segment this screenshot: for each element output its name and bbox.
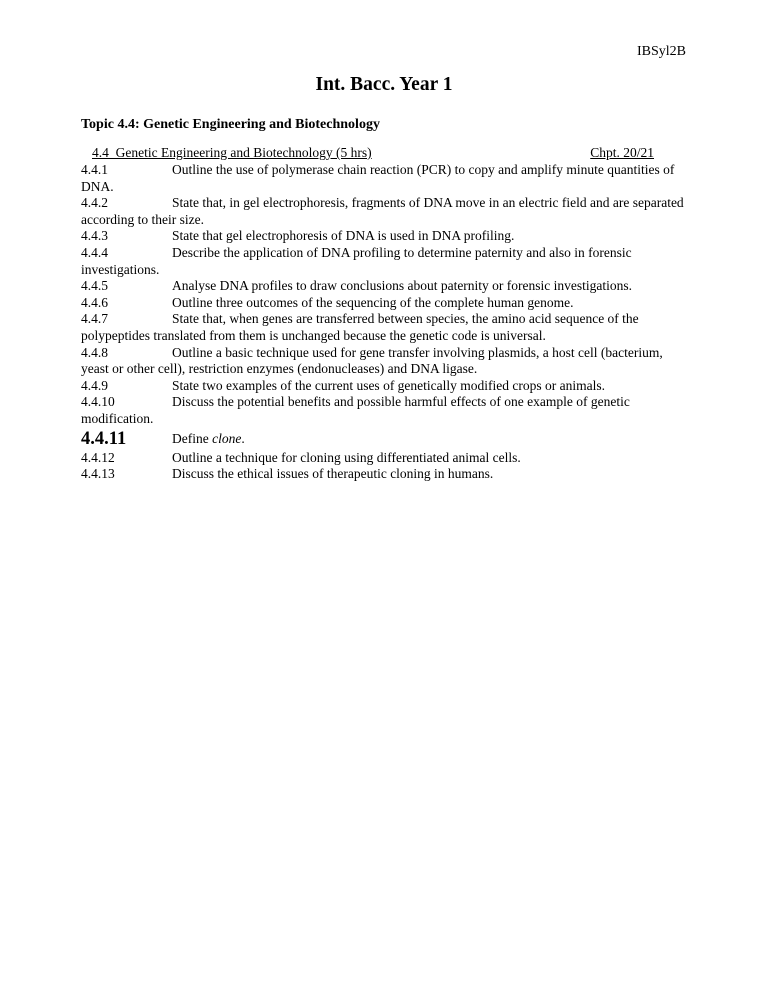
- objective-number: 4.4.2: [81, 195, 108, 211]
- objective-number: 4.4.4: [81, 244, 108, 260]
- objective-number: 4.4.8: [81, 344, 108, 360]
- chapter-reference: Chpt. 20/21: [590, 145, 654, 160]
- objective-item: [81, 450, 688, 467]
- objective-text: Outline three outcomes of the sequencing of the complete human genome.: [172, 294, 574, 310]
- objective-number: 4.4.6: [81, 294, 108, 310]
- objective-number: 4.4.11: [81, 428, 127, 449]
- objective-item: [81, 162, 688, 195]
- objective-text: State that, when genes are transferred between species, the amino acid sequence of the polypeptides translated from them is unchanged because the genetic code is universal.: [81, 311, 639, 343]
- objective-text: Analyse DNA profiles to draw conclusions about paternity or forensic investigations.: [172, 278, 633, 294]
- objective-text: Outline a technique for cloning using differentiated animal cells.: [172, 449, 521, 465]
- objective-number: 4.4.7: [81, 311, 108, 327]
- objective-text-prefix: Define: [172, 430, 213, 446]
- objective-text: State two examples of the current uses of genetically modified crops or animals.: [172, 377, 605, 393]
- objective-text: [172, 431, 245, 446]
- objective-number: 4.4.13: [81, 466, 115, 482]
- objective-text-term: clone: [212, 430, 242, 446]
- section-line: [92, 146, 654, 160]
- section-label: 4.4 Genetic Engineering and Biotechnology (5 hrs): [92, 145, 372, 160]
- objective-number: 4.4.12: [81, 449, 115, 465]
- objective-item: [81, 295, 688, 312]
- page-title: Int. Bacc. Year 1: [315, 74, 453, 95]
- objective-text: Outline the use of polymerase chain reaction (PCR) to copy and amplify minute quantities of DNA.: [81, 162, 675, 194]
- objective-text: Outline a basic technique used for gene transfer involving plasmids, a host cell (bacterium, yeast or other cell), restriction enzymes (endonucleases) and DNA ligase.: [81, 344, 663, 377]
- objective-list: [81, 162, 688, 483]
- objective-text: Discuss the ethical issues of therapeutic cloning in humans.: [172, 466, 494, 482]
- objective-item: [81, 378, 688, 395]
- objective-item: [81, 311, 688, 344]
- objective-item: [81, 394, 688, 427]
- objective-text: Describe the application of DNA profiling to determine paternity and also in forensic investigations.: [81, 244, 632, 277]
- objective-item: [81, 228, 688, 245]
- objective-item: [81, 278, 688, 295]
- objective-item: [81, 345, 688, 378]
- objective-item: [81, 245, 688, 278]
- topic-heading: Topic 4.4: Genetic Engineering and Biotechnology: [81, 117, 380, 132]
- document-code: IBSyl2B: [636, 44, 686, 59]
- objective-text-suffix: .: [241, 430, 245, 446]
- objective-item: [81, 195, 688, 228]
- objective-item: [81, 466, 688, 483]
- objective-text: State that gel electrophoresis of DNA is used in DNA profiling.: [172, 228, 515, 244]
- objective-number: 4.4.3: [81, 228, 108, 244]
- objective-text: Discuss the potential benefits and possible harmful effects of one example of genetic modification.: [81, 394, 630, 426]
- objective-number: 4.4.9: [81, 377, 108, 393]
- objective-number: 4.4.1: [81, 162, 108, 177]
- objective-number: 4.4.10: [81, 394, 115, 410]
- objective-text: State that, in gel electrophoresis, fragments of DNA move in an electric field and are separated according to their size.: [81, 195, 684, 227]
- objective-item: [81, 429, 688, 449]
- objective-number: 4.4.5: [81, 278, 108, 294]
